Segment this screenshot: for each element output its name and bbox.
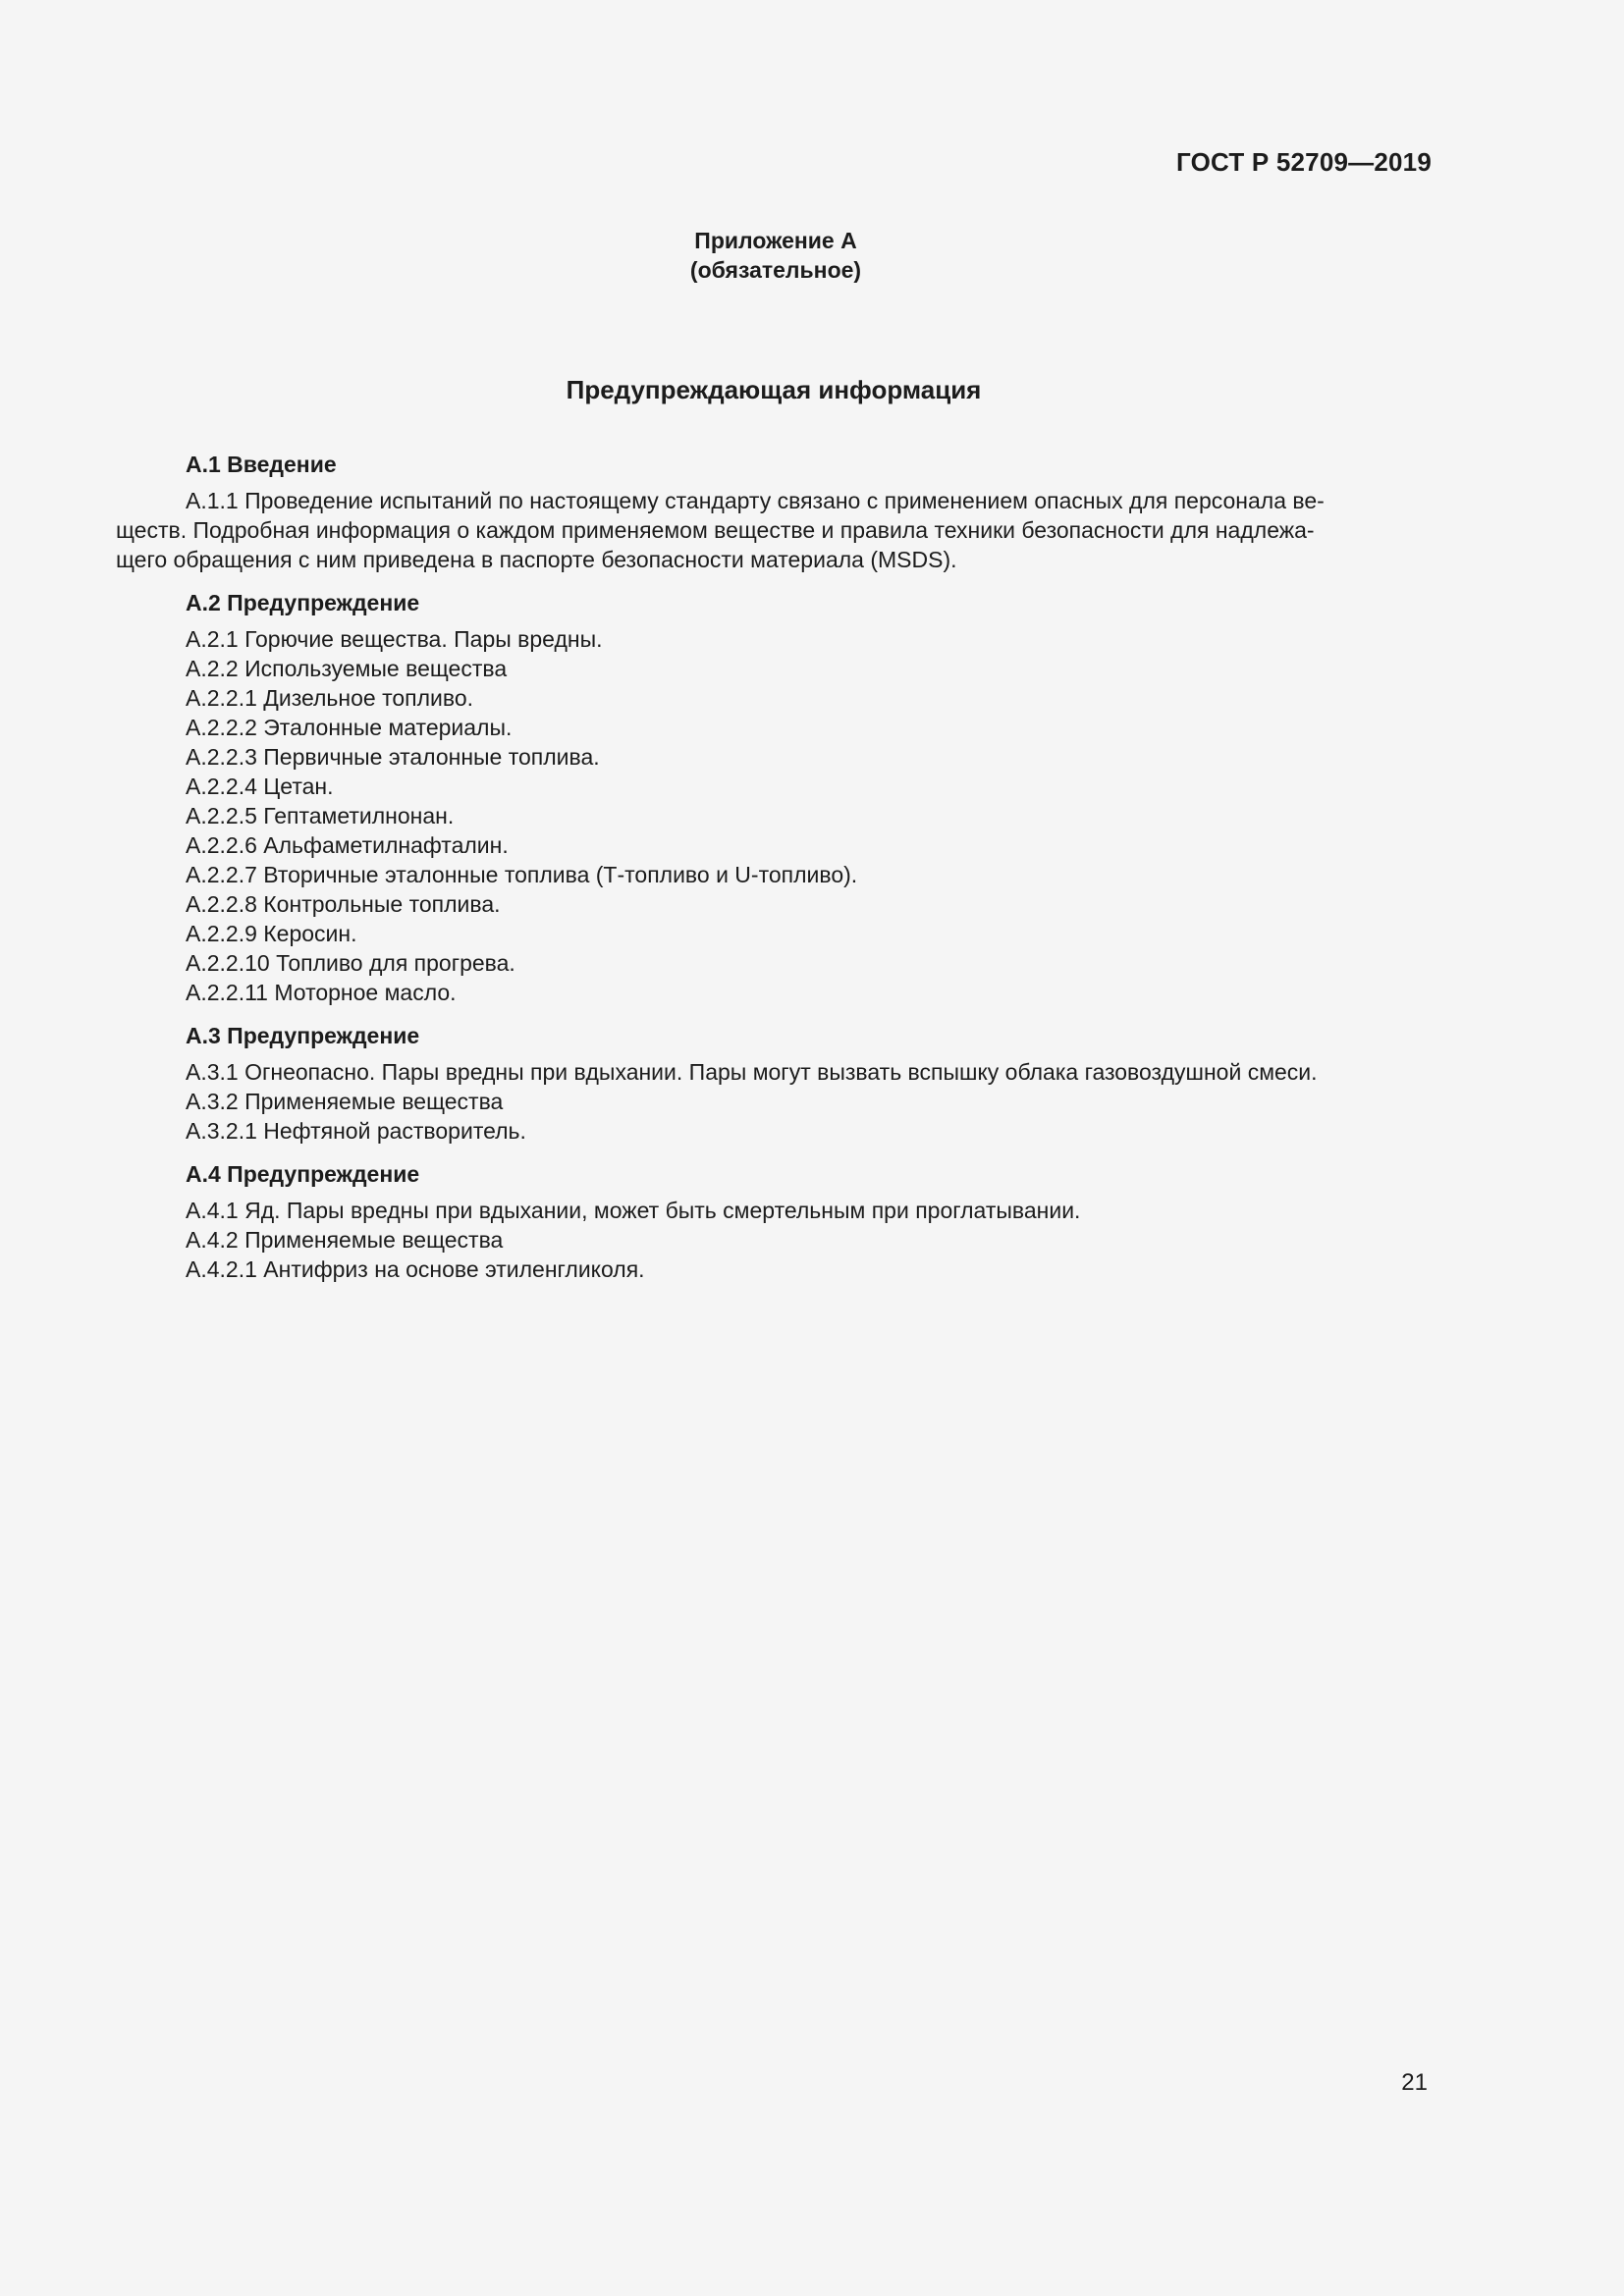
list-item: А.3.1 Огнеопасно. Пары вредны при вдыхании. Пары могут вызвать вспышку облака газовоздушной смеси. [186, 1059, 1318, 1085]
list-item: А.2.2.11 Моторное масло. [186, 980, 457, 1005]
document-title: Предупреждающая информация [566, 375, 982, 404]
section-heading-a1: А.1 Введение [186, 452, 337, 477]
list-item: А.4.2 Применяемые вещества [186, 1227, 504, 1253]
paragraph-line: А.1.1 Проведение испытаний по настоящему стандарту связано с применением опасных для персонала ве- [186, 488, 1325, 513]
list-item: А.2.2.2 Эталонные материалы. [186, 715, 513, 740]
paragraph-line: ществ. Подробная информация о каждом применяемом веществе и правила техники безопасности для надлежа- [116, 517, 1315, 543]
section-a4-list [116, 1196, 1432, 1284]
section-heading-a4: А.4 Предупреждение [186, 1161, 420, 1187]
section-a1-paragraph [116, 486, 1432, 574]
section-a3-list [116, 1057, 1432, 1146]
list-item: А.2.1 Горючие вещества. Пары вредны. [186, 626, 603, 652]
section-heading-a2: А.2 Предупреждение [186, 590, 420, 615]
appendix-heading [0, 226, 1551, 285]
list-item: А.2.2.8 Контрольные топлива. [186, 891, 501, 917]
list-item: А.2.2.5 Гептаметилнонан. [186, 803, 455, 828]
list-item: А.2.2.1 Дизельное топливо. [186, 685, 474, 711]
list-item: А.2.2.6 Альфаметилнафталин. [186, 832, 509, 858]
list-item: А.4.2.1 Антифриз на основе этиленгликоля. [186, 1256, 645, 1282]
appendix-title: Приложение А [694, 228, 857, 253]
appendix-status: (обязательное) [689, 257, 862, 283]
standard-code: ГОСТ Р 52709—2019 [1176, 147, 1432, 177]
document-body [116, 450, 1432, 1298]
list-item: А.2.2.9 Керосин. [186, 921, 357, 946]
paragraph-line: щего обращения с ним приведена в паспорте безопасности материала (MSDS). [116, 547, 957, 572]
list-item: А.3.2.1 Нефтяной растворитель. [186, 1118, 526, 1144]
section-a2-list [116, 624, 1432, 1007]
section-heading-a3: А.3 Предупреждение [186, 1023, 420, 1048]
list-item: А.2.2.10 Топливо для прогрева. [186, 950, 515, 976]
list-item: А.2.2 Используемые вещества [186, 656, 508, 681]
page-number: 21 [1401, 2069, 1428, 2096]
list-item: А.4.1 Яд. Пары вредны при вдыхании, может быть смертельным при проглатывании. [186, 1198, 1081, 1223]
list-item: А.2.2.7 Вторичные эталонные топлива (Т-топливо и U-топливо). [186, 862, 858, 887]
list-item: А.2.2.4 Цетан. [186, 774, 334, 799]
list-item: А.3.2 Применяемые вещества [186, 1089, 504, 1114]
list-item: А.2.2.3 Первичные эталонные топлива. [186, 744, 600, 770]
